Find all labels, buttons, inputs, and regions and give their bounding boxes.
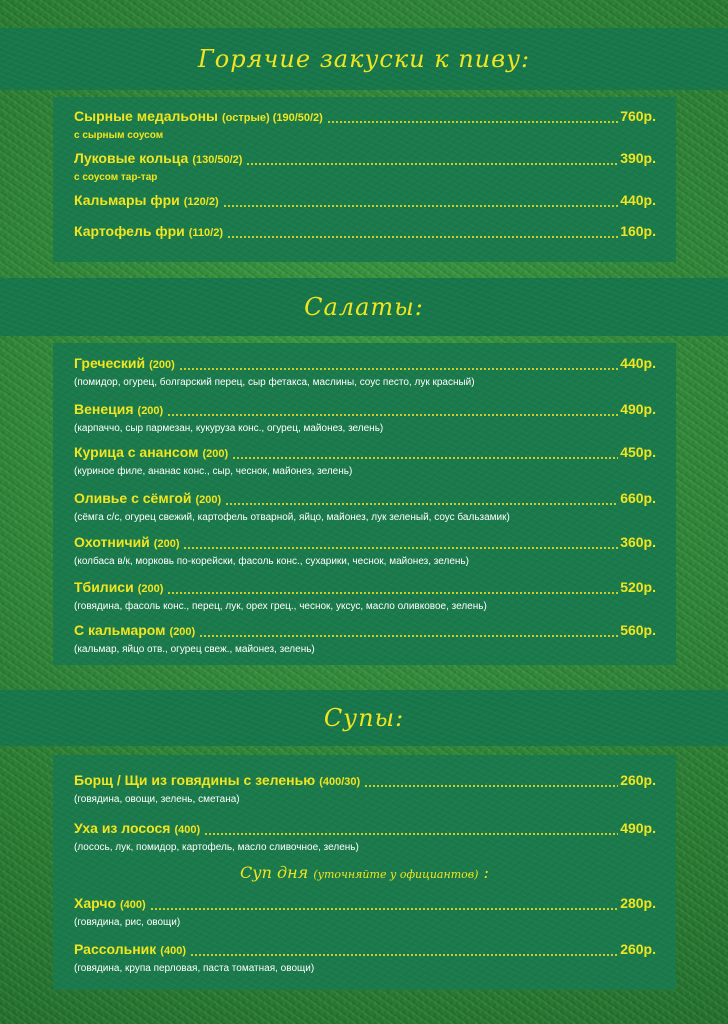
dot-leader — [227, 236, 618, 238]
menu-item — [74, 191, 656, 211]
item-weight: (130/50/2) — [192, 154, 243, 166]
section-header-hot-snacks — [0, 28, 728, 90]
item-weight: (110/2) — [188, 227, 223, 239]
dot-leader — [183, 547, 618, 549]
item-weight: (120/2) — [183, 196, 219, 208]
item-price: 450р. — [620, 444, 656, 460]
item-description: (лосось, лук, помидор, картофель, масло сливочное, зелень) — [74, 842, 359, 853]
item-description: с соусом тар-тар — [74, 172, 158, 183]
item-name: Тбилиси — [74, 579, 134, 595]
item-name: Борщ / Щи из говядины с зеленью — [74, 772, 316, 788]
item-description: (говядина, овощи, зелень, сметана) — [74, 794, 240, 805]
item-name: Оливье с сёмгой — [74, 490, 192, 506]
item-price: 390р. — [620, 150, 656, 166]
section-header-soups — [0, 690, 728, 746]
menu-item — [74, 578, 656, 613]
soup-of-the-day-title: Суп дня — [240, 863, 309, 882]
item-price: 660р. — [620, 490, 656, 506]
menu-item — [74, 489, 656, 524]
item-description: (кальмар, яйцо отв., огурец свеж., майонез, зелень) — [74, 644, 315, 655]
item-name: С кальмаром — [74, 622, 166, 638]
item-price: 360р. — [620, 534, 656, 550]
menu-item — [74, 771, 656, 806]
menu-item — [74, 533, 656, 568]
dot-leader — [167, 414, 618, 416]
item-description: (карпаччо, сыр пармезан, кукуруза конс., огурец, майонез, зелень) — [74, 423, 384, 434]
menu-item — [74, 621, 656, 656]
item-name: Охотничий — [74, 534, 150, 550]
item-name: Рассольник — [74, 941, 157, 957]
item-price: 760р. — [620, 108, 656, 124]
item-weight: (200) — [153, 538, 180, 550]
item-weight: (200) — [169, 626, 196, 638]
item-weight: (400) — [160, 945, 186, 957]
menu-item — [74, 819, 656, 854]
item-name: Греческий — [74, 355, 146, 371]
item-name: Курица с анансом — [74, 444, 199, 460]
menu-item — [74, 894, 656, 929]
item-weight: (200) — [195, 494, 222, 506]
item-description: (куриное филе, ананас конс., сыр, чеснок, майонез, зелень) — [74, 466, 353, 477]
item-description: (говядина, фасоль конс., перец, лук, орех грец., чеснок, уксус, масло оливковое, зелень) — [74, 601, 487, 612]
dot-leader — [246, 163, 618, 165]
item-description: (говядина, крупа перловая, паста томатная, овощи) — [74, 963, 315, 974]
item-weight: (400) — [174, 824, 201, 836]
dot-leader — [150, 908, 618, 910]
item-weight: (острые) (190/50/2) — [222, 112, 323, 124]
item-price: 260р. — [620, 772, 656, 788]
menu-item — [74, 400, 656, 435]
menu-item — [74, 107, 656, 142]
dot-leader — [327, 121, 618, 123]
dot-leader — [179, 368, 618, 370]
menu-panel-soups — [53, 755, 676, 990]
item-weight: (200) — [137, 583, 164, 595]
item-description: (сёмга с/с, огурец свежий, картофель отварной, яйцо, майонез, лук зеленый, соус бальзамик) — [74, 512, 510, 523]
menu-panel-hot-snacks — [53, 97, 676, 262]
item-weight: (200) — [137, 405, 164, 417]
item-name: Луковые кольца — [74, 150, 189, 166]
menu-item — [74, 149, 656, 184]
item-name: Уха из лосося — [74, 820, 171, 836]
menu-item — [74, 222, 656, 242]
item-description: (говядина, рис, овощи) — [74, 917, 181, 928]
item-name: Харчо — [74, 895, 117, 911]
dot-leader — [225, 503, 618, 505]
item-name: Венеция — [74, 401, 134, 417]
item-price: 440р. — [620, 355, 656, 371]
section-title: Горячие закуски к пиву: — [197, 45, 531, 73]
item-price: 490р. — [620, 401, 656, 417]
dot-leader — [204, 833, 618, 835]
item-weight: (400/30) — [319, 776, 361, 788]
item-price: 280р. — [620, 895, 656, 911]
item-name: Кальмары фри — [74, 192, 180, 208]
dot-leader — [232, 457, 618, 459]
dot-leader — [190, 954, 618, 956]
menu-item — [74, 940, 656, 975]
item-price: 490р. — [620, 820, 656, 836]
dot-leader — [167, 592, 618, 594]
item-price: 520р. — [620, 579, 656, 595]
item-description: (помидор, огурец, болгарский перец, сыр фетакса, маслины, соус песто, лук красный) — [74, 377, 475, 388]
item-name: Картофель фри — [74, 223, 185, 239]
dot-leader — [364, 785, 618, 787]
item-price: 260р. — [620, 941, 656, 957]
soup-of-the-day-note: (уточняйте у официантов) — [313, 868, 479, 881]
dot-leader — [199, 635, 618, 637]
menu-panel-salads — [53, 343, 676, 665]
item-name: Сырные медальоны — [74, 108, 218, 124]
section-title: Супы: — [323, 704, 405, 732]
item-description: (колбаса в/к, морковь по-корейски, фасоль конс., сухарики, чеснок, майонез, зелень) — [74, 556, 469, 567]
section-header-salads — [0, 278, 728, 336]
item-price: 160р. — [620, 223, 656, 239]
item-weight: (200) — [202, 448, 229, 460]
item-weight: (400) — [120, 899, 146, 911]
item-weight: (200) — [149, 359, 175, 371]
item-description: с сырным соусом — [74, 130, 164, 141]
soup-of-the-day-colon: : — [483, 863, 489, 882]
item-price: 560р. — [620, 622, 656, 638]
item-price: 440р. — [620, 192, 656, 208]
menu-item — [74, 354, 656, 389]
menu-item — [74, 443, 656, 478]
section-title: Салаты: — [304, 293, 424, 321]
dot-leader — [223, 205, 619, 207]
soup-of-the-day-heading — [53, 863, 676, 882]
